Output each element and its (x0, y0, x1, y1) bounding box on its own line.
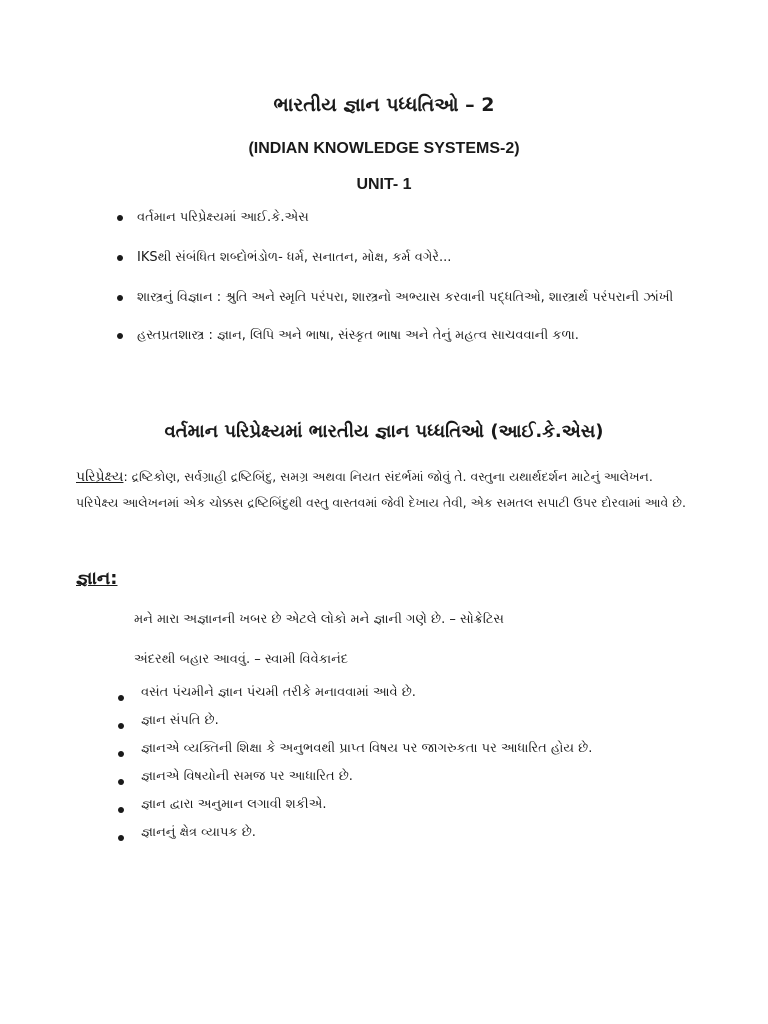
list-item (0, 284, 768, 312)
list-item-text: વર્તમાન પરિપ્રેક્ષ્યમાં આઈ.કે.એસ (137, 210, 309, 225)
definition-term: પરિપ્રેક્ષ્ય (76, 469, 124, 485)
list-item (0, 679, 768, 707)
quote-vivekananda: અંદરથી બહાર આવવું. – સ્વામી વિવેકાનંદ (134, 652, 349, 667)
bullet-icon (117, 295, 123, 301)
list-item-text: જ્ઞાન સંપતિ છે. (141, 713, 219, 728)
list-item-text: વસંત પંચમીને જ્ઞાન પંચમી તરીકે મનાવવામાં આવે છે. (141, 685, 416, 700)
list-item-text: જ્ઞાનનું ક્ષેત્ર વ્યાપક છે. (141, 825, 256, 840)
list-item (0, 763, 768, 791)
bullet-icon (118, 779, 124, 785)
list-item-text: જ્ઞાનએ વ્યક્તિની શિક્ષા કે અનુભવથી પ્રાપ્ત વિષય પર જાગરુકતા પર આધારિત હોય છે. (141, 741, 593, 756)
list-item (0, 735, 768, 763)
bullet-icon (117, 215, 123, 221)
bullet-icon (118, 695, 124, 701)
definition-paragraph (76, 464, 696, 515)
gyan-heading: જ્ઞાન: (76, 568, 118, 589)
list-item (0, 244, 768, 272)
list-item-text: શાસ્ત્રનું વિજ્ઞાન : શ્રુતિ અને સ્મૃતિ પરંપરા, શાસ્ત્રનો અભ્યાસ કરવાની પદ્ધતિઓ, શાસ્ત્રાર્થ પરંપરાની ઝાંખી (137, 290, 674, 305)
unit-label: UNIT- 1 (356, 176, 412, 193)
quote-socrates: મને મારા અજ્ઞાનની ખબર છે એટલે લોકો મને જ્ઞાની ગણે છે. – સોક્રેટિસ (134, 612, 504, 627)
bullet-icon (118, 751, 124, 757)
list-item (0, 791, 768, 819)
list-item (0, 322, 768, 350)
document-subtitle: (INDIAN KNOWLEDGE SYSTEMS-2) (248, 140, 520, 157)
list-item-text: જ્ઞાનએ વિષયોની સમજ પર આધારિત છે. (141, 769, 353, 784)
syllabus-list (0, 204, 768, 350)
list-item (0, 707, 768, 735)
bullet-icon (118, 723, 124, 729)
list-item (0, 204, 768, 232)
list-item (0, 819, 768, 847)
section-heading: વર્તમાન પરિપ્રેક્ષ્યમાં ભારતીય જ્ઞાન પધ્ધતિઓ (આઈ.કે.એસ) (164, 421, 604, 442)
bullet-icon (117, 255, 123, 261)
list-item-text: IKSથી સંબંધિત શબ્દોભંડોળ- ધર્મ, સનાતન, મોક્ષ, કર્મ વગેરે... (137, 250, 452, 265)
list-item-text: જ્ઞાન દ્વારા અનુમાન લગાવી શકીએ. (141, 797, 327, 812)
definition-text: : દ્રષ્ટિકોણ, સર્વગ્રાહી દ્રષ્ટિબિંદુ, સમગ્ર અથવા નિયત સંદર્ભમાં જોવું તે. વસ્તુના યથાર્થદર્શન માટેનું આલેખન. પરિપેક્ષ્ય આલેખનમાં એક ચોક્કસ દ્રષ્ટિબિંદુથી વસ્તુ વાસ્તવમાં જેવી દેખાય તેવી, એક સમતલ સપાટી ઉપર દોરવામાં આવે છે. (76, 469, 686, 510)
list-item-text: હસ્તપ્રતશાસ્ત્ર : જ્ઞાન, લિપિ અને ભાષા, સંસ્કૃત ભાષા અને તેનું મહત્વ સાચવવાની કળા. (137, 328, 579, 343)
gyan-points-list (0, 679, 768, 847)
document-title: ભારતીય જ્ઞાન પધ્ધતિઓ – 2 (273, 94, 495, 116)
bullet-icon (118, 807, 124, 813)
bullet-icon (117, 333, 123, 339)
bullet-icon (118, 835, 124, 841)
